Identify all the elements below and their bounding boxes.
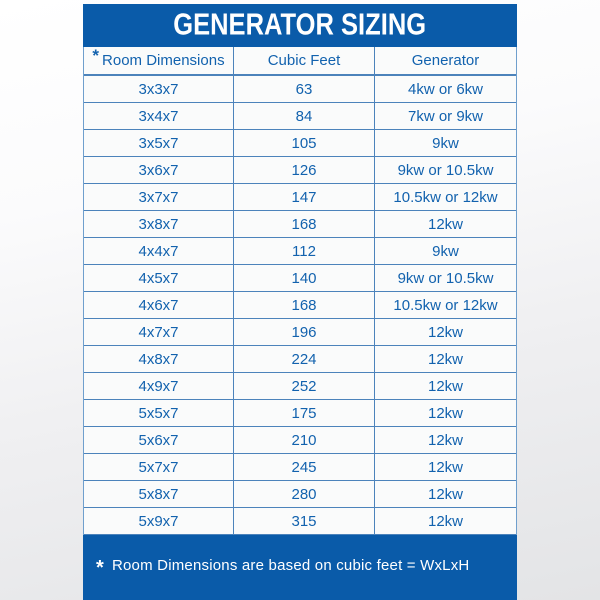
table-row: [84, 481, 516, 508]
cell-room-dimensions: 5x9x7: [84, 508, 234, 534]
table-row: [84, 103, 516, 130]
cell-room-dimensions: 5x5x7: [84, 400, 234, 426]
cell-room-dimensions: 4x5x7: [84, 265, 234, 291]
cell-generator: 12kw: [427, 458, 464, 476]
column-header-label: Room Dimensions: [102, 52, 225, 69]
cell-generator: 10.5kw or 12kw: [393, 296, 498, 314]
column-header-cubic-feet: Cubic Feet: [234, 47, 375, 74]
cell-cubic-feet: 126: [234, 157, 375, 183]
cell-room-dimensions: 4x8x7: [84, 346, 234, 372]
table-row: [84, 454, 516, 481]
cell-generator: 4kw or 6kw: [407, 80, 484, 98]
cell-cubic-feet: 140: [234, 265, 375, 291]
cell-cubic-feet: 63: [234, 76, 375, 102]
column-header-generator: Generator: [411, 52, 480, 69]
cell-cubic-feet: 84: [234, 103, 375, 129]
table-row: [84, 346, 516, 373]
cell-generator: 9kw or 10.5kw: [397, 161, 494, 179]
table-row: [84, 76, 516, 103]
cell-cubic-feet: 105: [234, 130, 375, 156]
cell-cubic-feet: 168: [234, 211, 375, 237]
cell-room-dimensions: 3x8x7: [84, 211, 234, 237]
table-row: [84, 184, 516, 211]
cell-room-dimensions: 3x5x7: [84, 130, 234, 156]
cell-cubic-feet: 252: [234, 373, 375, 399]
table-row: [84, 211, 516, 238]
cell-generator: 9kw or 10.5kw: [397, 269, 494, 287]
cell-generator: 9kw: [432, 242, 459, 260]
cell-generator: 12kw: [427, 404, 464, 422]
footnote-asterisk: *: [96, 557, 104, 579]
column-header-room-dimensions: [84, 47, 234, 74]
cell-room-dimensions: 5x7x7: [84, 454, 234, 480]
title-band: [83, 4, 517, 47]
cell-generator: 12kw: [427, 512, 464, 530]
cell-room-dimensions: 4x6x7: [84, 292, 234, 318]
cell-cubic-feet: 224: [234, 346, 375, 372]
cell-cubic-feet: 315: [234, 508, 375, 534]
cell-generator: 12kw: [427, 323, 464, 341]
sizing-table: [83, 47, 517, 535]
cell-cubic-feet: 280: [234, 481, 375, 507]
table-row: [84, 508, 516, 535]
footnote-text: Room Dimensions are based on cubic feet = WxLxH: [111, 557, 470, 574]
page-title: GENERATOR SIZING: [173, 8, 427, 42]
cell-room-dimensions: 3x3x7: [84, 76, 234, 102]
header-asterisk: *: [92, 45, 100, 65]
cell-cubic-feet: 175: [234, 400, 375, 426]
cell-room-dimensions: 4x4x7: [84, 238, 234, 264]
table-row: [84, 292, 516, 319]
cell-room-dimensions: 3x4x7: [84, 103, 234, 129]
cell-generator: 12kw: [427, 215, 464, 233]
cell-room-dimensions: 3x6x7: [84, 157, 234, 183]
table-row: [84, 130, 516, 157]
cell-cubic-feet: 168: [234, 292, 375, 318]
footnote-band: [83, 535, 517, 600]
cell-cubic-feet: 147: [234, 184, 375, 210]
cell-generator: 12kw: [427, 350, 464, 368]
table-header-row: [84, 47, 516, 76]
table-row: [84, 373, 516, 400]
table-row: [84, 157, 516, 184]
cell-room-dimensions: 3x7x7: [84, 184, 234, 210]
cell-cubic-feet: 245: [234, 454, 375, 480]
cell-room-dimensions: 5x6x7: [84, 427, 234, 453]
table-row: [84, 265, 516, 292]
cell-cubic-feet: 196: [234, 319, 375, 345]
table-row: [84, 427, 516, 454]
cell-generator: 9kw: [432, 134, 459, 152]
cell-generator: 7kw or 9kw: [407, 107, 484, 125]
table-row: [84, 238, 516, 265]
cell-room-dimensions: 4x9x7: [84, 373, 234, 399]
cell-generator: 12kw: [427, 431, 464, 449]
generator-sizing-flyer: [83, 4, 517, 600]
cell-room-dimensions: 5x8x7: [84, 481, 234, 507]
table-row: [84, 319, 516, 346]
cell-generator: 10.5kw or 12kw: [393, 188, 498, 206]
table-row: [84, 400, 516, 427]
cell-cubic-feet: 112: [234, 238, 375, 264]
cell-generator: 12kw: [427, 377, 464, 395]
cell-room-dimensions: 4x7x7: [84, 319, 234, 345]
cell-generator: 12kw: [427, 485, 464, 503]
cell-cubic-feet: 210: [234, 427, 375, 453]
